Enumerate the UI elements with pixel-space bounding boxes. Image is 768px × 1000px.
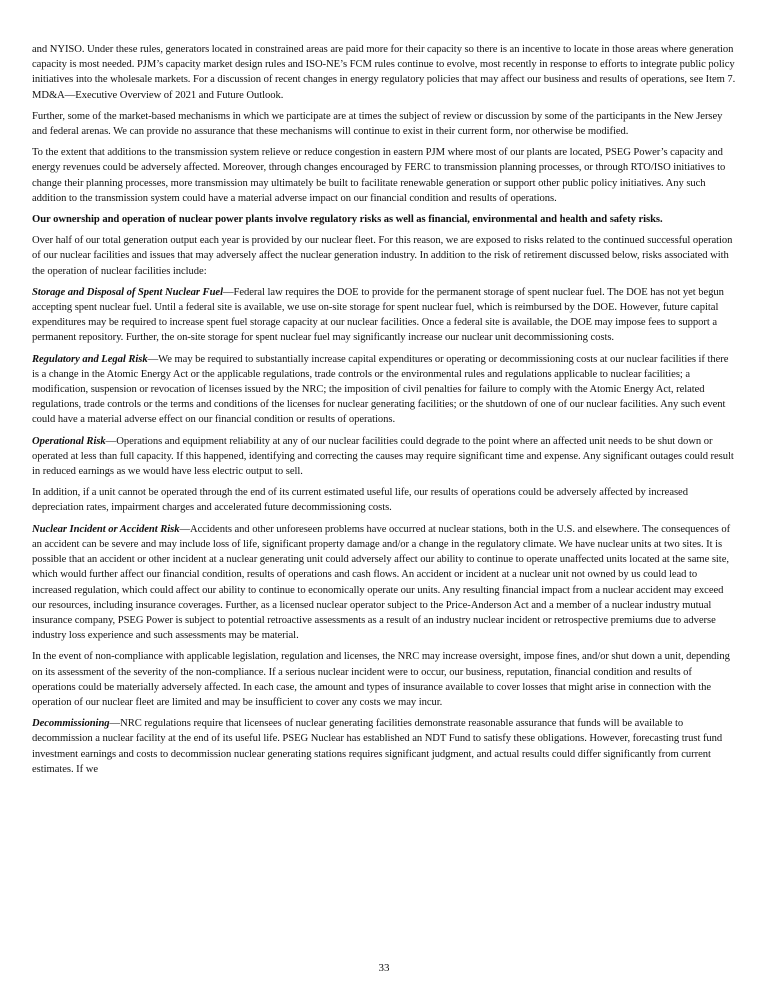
paragraph-operational-risk bbox=[32, 434, 737, 480]
paragraph-useful-life bbox=[32, 485, 737, 515]
page-number: 33 bbox=[378, 962, 390, 974]
paragraph-text: —Federal law requires the DOE to provide for the permanent storage of spent nuclear fuel. The DOE has not yet begun accepting spent nuclear fuel. Until a federal site is available, we use on-site storage for spent nuclear fuel, which is reimbursed by the DOE. However, future capital expenditures may be required to increase spent fuel storage capacity at our nuclear facilities. Once a federal site is available, the DOE may impose fees to support a permanent repository. Further, the on-site storage for spent nuclear fuel may significantly increase our nuclear unit decommissioning costs. bbox=[32, 286, 724, 344]
risk-lead-regulatory: Regulatory and Legal Risk bbox=[32, 353, 148, 365]
paragraph-transmission bbox=[32, 145, 737, 206]
paragraph-text: To the extent that additions to the transmission system relieve or reduce congestion in eastern PJM where most of our plants are located, PSEG Power’s capacity and energy revenues could be adversely affected. Moreover, through changes encouraged by FERC to transmission planning processes, or through RTO/ISO initiatives to change their planning processes, more transmission may ultimately be built to facilitate renewable generation or support other public policy initiatives. Any such addition to the transmission system could have a material adverse impact on our financial condition and results of operations. bbox=[32, 147, 726, 204]
section-heading-nuclear-risks: Our ownership and operation of nuclear power plants involve regulatory risks as well as financial, environmental and health and safety risks. bbox=[32, 214, 663, 226]
paragraph-nuclear-fleet bbox=[32, 233, 737, 279]
risk-lead-spent-fuel: Storage and Disposal of Spent Nuclear Fuel bbox=[32, 286, 223, 298]
risk-lead-operational: Operational Risk bbox=[32, 435, 106, 447]
paragraph-regulatory-risk bbox=[32, 352, 737, 428]
paragraph-text: —NRC regulations require that licensees of nuclear generating facilities demonstrate reasonable assurance that funds will be available to decommission a nuclear facility at the end of its useful life. PSEG Nuclear has established an NDT Fund to satisfy these obligations. However, forecasting trust fund investment earnings and costs to decommission nuclear generating stations requires significant judgment, and actual results could differ significantly from current estimates. If we bbox=[32, 718, 723, 775]
paragraph-non-compliance bbox=[32, 649, 737, 710]
paragraph-text: —We may be required to substantially increase capital expenditures or operating or decommissioning costs at our nuclear facilities if there is a change in the Atomic Energy Act or the applicable regulations, trade controls or the environmental rules and regulations applicable to nuclear facilities; a modification, suspension or revocation of licenses issued by the NRC; the imposition of civil penalties for failure to comply with the Atomic Energy Act, related regulations, trade controls or the terms and conditions of the licenses for nuclear generating facilities; or the shutdown of one of our nuclear facilities. Any such event could have a material adverse effect on our financial condition or results of operations. bbox=[32, 353, 729, 426]
paragraph-text: Further, some of the market-based mechanisms in which we participate are at times the subject of review or discussion by some of the participants in the New Jersey and federal arenas. We can provide no assurance that these mechanisms will continue to exist in their current form, nor otherwise be modified. bbox=[32, 110, 723, 138]
paragraph-text: —Accidents and other unforeseen problems have occurred at nuclear stations, both in the U.S. and elsewhere. The consequences of an accident can be severe and may include loss of life, significant property damage and/or a change in the regulatory climate. We have nuclear units at two sites. It is possible that an accident or other incident at a nuclear generating unit could adversely affect our ability to continue to operate unaffected units located at the same site, which would further affect our financial condition, results of operations and cash flows. An accident or incident at a nuclear unit not owned by us could lead to increased regulation, which could affect our ability to continue to economically operate our units. Any resulting financial impact from a nuclear accident may exceed our resources, including insurance coverages. Further, as a licensed nuclear operator subject to the Price-Anderson Act and a member of a nuclear industry mutual insurance company, PSEG Power is subject to potential retroactive assessments as a result of an industry nuclear incident or retrospective premiums due to adverse industry loss experience and such assessments may be material. bbox=[32, 523, 731, 642]
paragraph-text: In addition, if a unit cannot be operated through the end of its current estimated useful life, our results of operations could be adversely affected by increased depreciation rates, impairment charges and accelerated future decommissioning costs. bbox=[32, 487, 688, 514]
document-page bbox=[32, 42, 737, 783]
paragraph-decommissioning bbox=[32, 716, 737, 777]
paragraph-text: In the event of non-compliance with applicable legislation, regulation and licenses, the NRC may increase oversight, impose fines, and/or shut down a unit, depending on its assessment of the severity of the non-compliance. If a serious nuclear incident were to occur, our business, reputation, financial condition and results of operations could be materially adversely affected. In each case, the amount and types of insurance available to cover losses that might arise in connection with the operation of our nuclear fleet are limited and may be insufficient to cover any costs we may incur. bbox=[32, 651, 730, 708]
paragraph-incident-risk bbox=[32, 522, 737, 644]
paragraph-text: —Operations and equipment reliability at any of our nuclear facilities could degrade to the point where an affected unit needs to be shut down or operated at less than full capacity. If this happened, identifying and correcting the causes may require significant time and expense. Any significant outages could result in reduced earnings as we would have less electric output to sell. bbox=[32, 435, 734, 478]
paragraph-market-mechanisms bbox=[32, 109, 737, 139]
paragraph-spent-fuel bbox=[32, 285, 737, 346]
paragraph-nyiso bbox=[32, 42, 737, 103]
paragraph-text: and NYISO. Under these rules, generators located in constrained areas are paid more for their capacity so there is an incentive to locate in those areas where generation capacity is most needed. PJM’s capacity market design rules and ISO-NE’s FCM rules continue to evolve, most recently in response to efforts to integrate public policy initiatives into the wholesale markets. For a discussion of recent changes in energy regulatory policies that may affect our business and results of operations, see Item 7. MD&A—Executive Overview of 2021 and Future Outlook. bbox=[32, 44, 736, 101]
risk-lead-incident: Nuclear Incident or Accident Risk bbox=[32, 523, 180, 535]
risk-lead-decommissioning: Decommissioning bbox=[32, 718, 110, 730]
paragraph-text: Over half of our total generation output each year is provided by our nuclear fleet. For this reason, we are exposed to risks related to the continued successful operation of our nuclear facilities and issues that may adversely affect the nuclear generation industry. In addition to the risk of retirement discussed below, risks associated with the operation of nuclear facilities include: bbox=[32, 235, 733, 277]
